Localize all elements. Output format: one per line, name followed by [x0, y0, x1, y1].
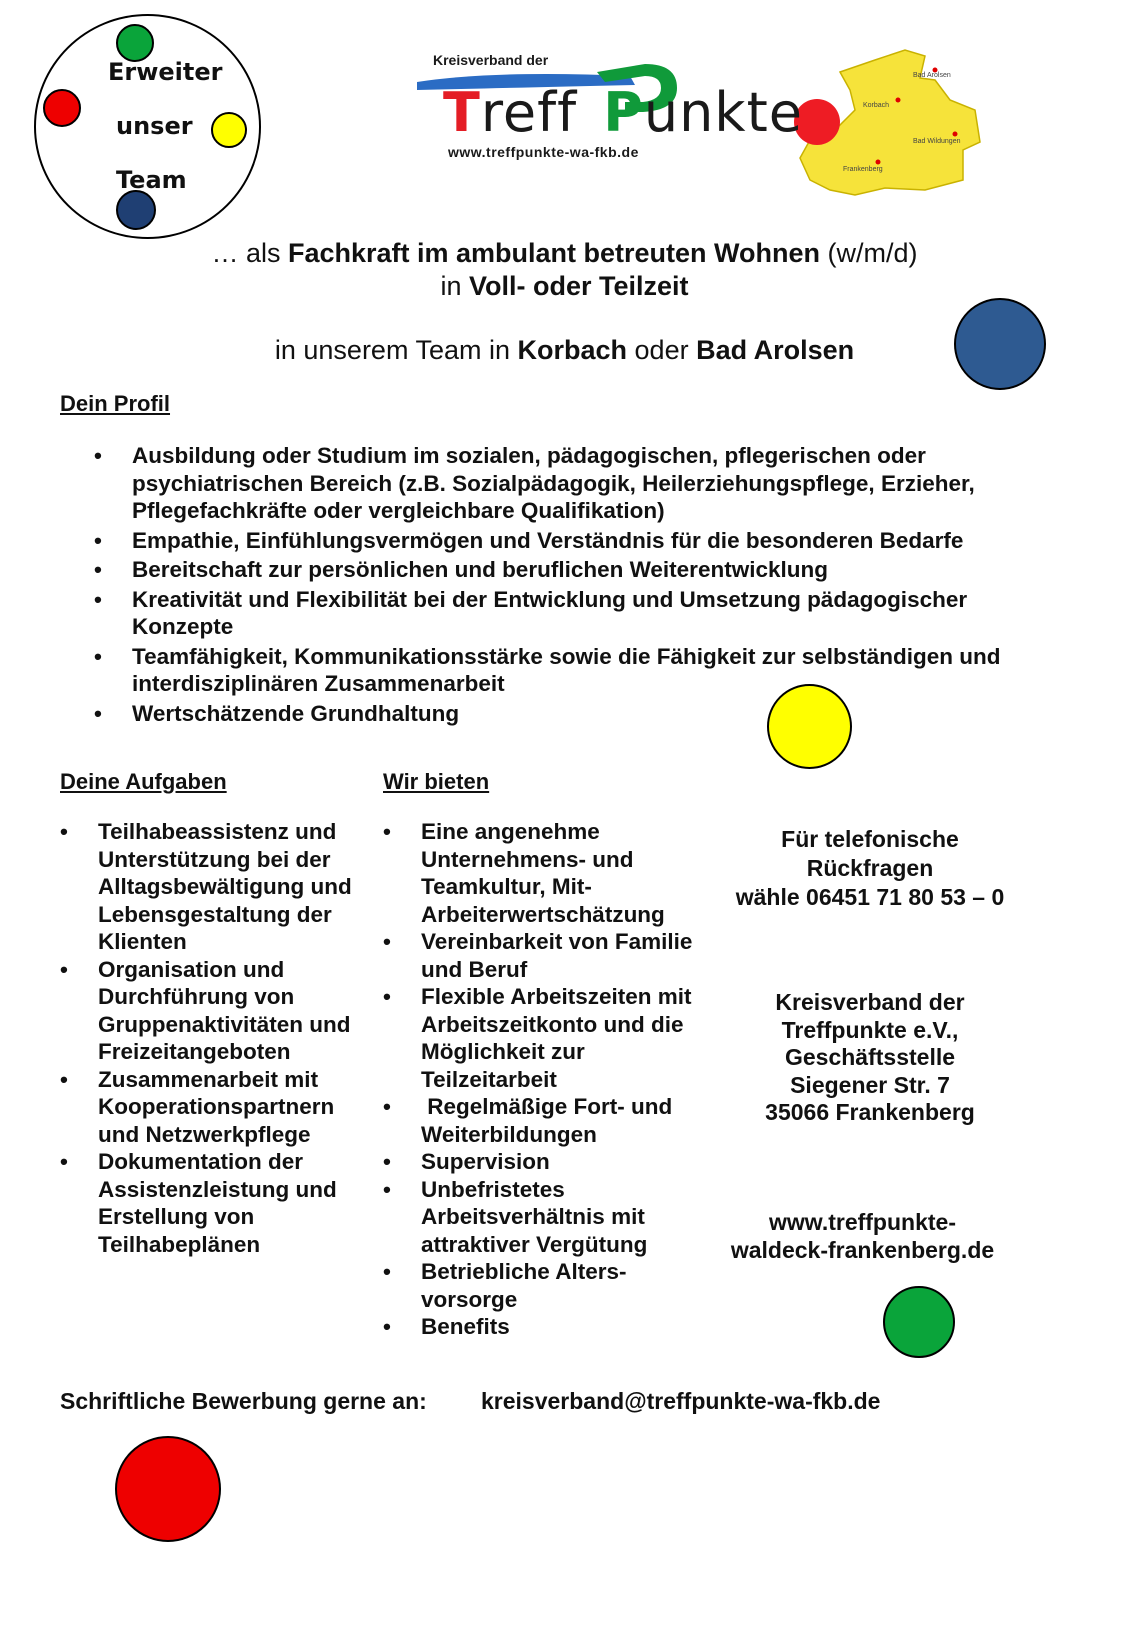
deco-red-circle [115, 1436, 221, 1542]
list-item: • Bereitschaft zur persönlichen und beruflichen Weiterentwicklung [94, 556, 1054, 584]
location-korbach: Korbach [517, 335, 628, 365]
list-item: • Flexible Arbeitszeiten mit Arbeitszeitkonto und die Möglichkeit zur Teilzeitarbeit [383, 983, 693, 1093]
logo-wordmark [443, 81, 803, 144]
org-logo [415, 30, 985, 200]
logo-reff: reff [480, 81, 578, 144]
application-email[interactable]: kreisverband@treffpunkte-wa-fkb.de [481, 1388, 881, 1414]
list-item: • Unbefristetes Arbeitsverhältnis mit attraktiver Vergütung [383, 1176, 693, 1259]
team-badge [34, 14, 261, 239]
headline-role [0, 238, 1129, 269]
bieten-list [383, 818, 693, 1341]
map-label-bad-wildungen: Bad Wildungen [913, 138, 961, 145]
deco-blue-circle [954, 298, 1046, 390]
application-label: Schriftliche Bewerbung gerne an: [60, 1388, 427, 1414]
org-line-5: 35066 Frankenberg [765, 1099, 975, 1125]
headline-location-prefix: in unserem Team in [274, 335, 518, 365]
profil-list [94, 442, 1054, 727]
logo-p-initial: P [603, 81, 644, 144]
list-item: • Wertschätzende Grundhaltung [94, 700, 1054, 728]
org-line-3: Geschäftsstelle [784, 1044, 956, 1070]
aufgaben-list [60, 818, 365, 1258]
badge-red-dot [43, 89, 81, 127]
list-item: • Teamfähigkeit, Kommunikationsstärke sowie die Fähigkeit zur selbständigen und interdisziplinären Zusammenarbeit [94, 643, 1054, 698]
headline-prefix: … als [211, 238, 288, 268]
list-item: • Ausbildung oder Studium im sozialen, pädagogischen, pflegerischen oder psychiatrischen Bereich (z.B. Sozialpädagogik, Heilerziehungspflege, Erzieher, Pflegefachkräfte oder vergleichbare Qualifikation) [94, 442, 1054, 525]
deco-green-circle [883, 1286, 955, 1358]
org-line-1: Kreisverband der [775, 989, 965, 1015]
map-label-frankenberg: Frankenberg [843, 166, 883, 173]
headline-location-mid: oder [627, 335, 697, 365]
section-title-aufgaben: Deine Aufgaben [60, 769, 227, 794]
location-bad-arolsen: Bad Arolsen [696, 335, 855, 365]
phone-line-1: Für telefonische [781, 826, 959, 852]
badge-line-1: Erweiter [108, 58, 223, 86]
website-link[interactable] [700, 1208, 1025, 1264]
list-item: • Supervision [383, 1148, 693, 1176]
logo-kicker: Kreisverband der [433, 52, 549, 68]
map-label-korbach: Korbach [863, 102, 890, 109]
badge-yellow-dot [211, 112, 247, 148]
headline-hours-value: Voll- oder Teilzeit [469, 271, 689, 301]
phone-contact [710, 825, 1030, 912]
website-line-2: waldeck-frankenberg.de [730, 1237, 995, 1263]
phone-number: wähle 06451 71 80 53 – 0 [735, 884, 1005, 910]
map-label-bad-arolsen: Bad Arolsen [913, 72, 951, 79]
phone-line-2: Rückfragen [806, 855, 934, 881]
website-line-1: www.treffpunkte- [769, 1209, 956, 1235]
headline-hours [0, 271, 1129, 302]
list-item: • Eine angenehme Unternehmens- und Teamkultur, Mit-Arbeiterwertschätzung [383, 818, 693, 928]
headline-role-title: Fachkraft im ambulant betreuten Wohnen [287, 238, 821, 268]
logo-t-initial: T [443, 81, 481, 144]
list-item: • Benefits [383, 1313, 693, 1341]
list-item: • Empathie, Einfühlungsvermögen und Verständnis für die besonderen Bedarfe [94, 527, 1054, 555]
badge-green-dot [116, 24, 154, 62]
badge-line-2: unser [116, 112, 193, 140]
section-title-bieten: Wir bieten [383, 769, 490, 794]
list-item: • Kreativität und Flexibilität bei der Entwicklung und Umsetzung pädagogischer Konzepte [94, 586, 1054, 641]
list-item: • Zusammenarbeit mit Kooperationspartnern und Netzwerkpflege [60, 1066, 365, 1149]
logo-url: www.treffpunkte-wa-fkb.de [448, 144, 639, 160]
list-item: • Teilhabeassistenz und Unterstützung bei der Alltagsbewältigung und Lebensgestaltung der Klienten [60, 818, 365, 956]
org-line-4: Siegener Str. 7 [790, 1071, 950, 1098]
badge-line-3: Team [116, 166, 187, 194]
headline-hours-prefix: in [440, 271, 469, 301]
logo-unkte: unkte [643, 81, 803, 144]
list-item: • Vereinbarkeit von Familie und Beruf [383, 928, 693, 983]
headline-suffix: (w/m/d) [820, 238, 918, 268]
section-title-profil: Dein Profil [60, 391, 171, 416]
list-item: • Betriebliche Alters-vorsorge [383, 1258, 693, 1313]
badge-navy-dot [116, 190, 156, 230]
list-item: • Regelmäßige Fort- und Weiterbildungen [383, 1093, 693, 1148]
org-line-2: Treffpunkte e.V., [781, 1016, 959, 1043]
list-item: • Dokumentation der Assistenzleistung und Erstellung von Teilhabeplänen [60, 1148, 365, 1258]
org-address [710, 989, 1030, 1127]
list-item: • Organisation und Durchführung von Gruppenaktivitäten und Freizeitangeboten [60, 956, 365, 1066]
